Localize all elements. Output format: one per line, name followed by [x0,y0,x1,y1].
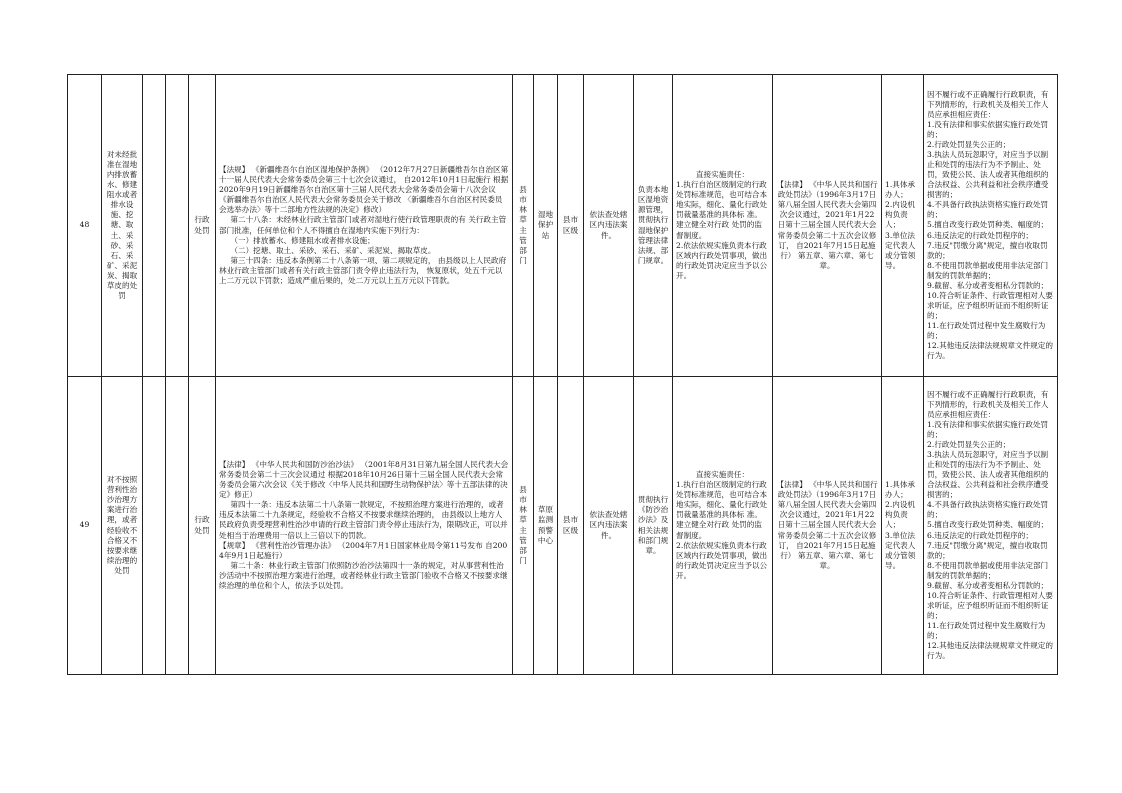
implementation-duty [673,75,773,377]
scope-text: 依法查处辖区内违法案件。 [584,377,634,675]
legal-basis-paragraph: 第三十四条：违反本条例第二十八条第一项、第二项规定的， 由县级以上人民政府林业行政主管部门或者有关行政主管部门责令停止违法行为， 恢复原状，处五千元以上二万元以下罚款；造成严重后果的，处二万元以上五万元以下罚款。 [219,255,507,285]
accountability-item: 4.不具备行政执法资格实施行政处罚的； [927,200,1049,220]
row-index: 48 [68,75,102,377]
implementation-paragraph: 直接实施责任： [695,170,750,180]
implementation-duty [673,377,773,675]
accountability-item: 7.违反"罚缴分离"规定，擅自收取罚款的； [927,540,1048,560]
legal-basis [216,377,513,675]
accountability-item: 1.没有法律和事实依据实施行政处罚的； [927,120,1049,140]
accountability-item: 4.不具备行政执法资格实施行政处罚的； [927,500,1049,520]
accountability-item: 8.不使用罚款单据或使用非法定部门制发的罚款单据的； [927,560,1049,580]
accountability-item: 9.截留、私分或者变相私分罚款的； [927,280,1049,290]
responsible-persons [882,377,924,675]
accountability-item: 9.截留、私分或者变相私分罚款的； [927,580,1049,590]
implementing-subject: 县市林草主管部门 [513,75,534,377]
legal-basis-paragraph: 【法规】 《新疆维吾尔自治区湿地保护条例》 （2012年7月27日新疆维吾尔自治区第十一届人民代表大会常务委员会第三十七次会议通过， 自2012年10月1日起施行 根据2020年9月19日新疆维吾尔自治区第十三届人民代表大会常务委员会第十八次会议《新疆维吾尔自治区人民代表大会常务委员会关于修改 〈新疆维吾尔自治区村民委员会选举办法〉等十二部地方性法规的决定》修改） [219,165,509,215]
accountability-item: 6.违反法定的行政处罚程序的； [927,530,1033,540]
legal-basis-paragraph: 第二十条：林业行政主管部门依照防沙治沙法第四十一条的规定，对从事营利性治沙活动中不按照治理方案进行治理，或者经林业行政主管部门验收不合格又不按要求继续治理的单位和个人，依法予以处罚。 [219,560,508,590]
table-row [68,377,1058,675]
accountability-item: 7.违反"罚缴分离"规定，擅自收取罚款的； [927,240,1048,260]
item-category: 行政处罚 [189,75,216,377]
accountability-item: 11.在行政处罚过程中发生腐败行为的； [927,320,1046,340]
row-index: 49 [68,377,102,675]
accountability-basis: 【法律】 《中华人民共和国行政处罚法》（1996年3月17日第八届全国人民代表大会第四次会议通过，2021年1月22日第十三届全国人民代表大会常务委员会第二十五次会议修订， 自2021年7月15日起施行） 第五章、第六章、第七章。 [773,75,882,377]
power-list-table [67,74,1058,675]
accountability-item: 12.其他违反法律法规规章文件规定的行为。 [927,340,1053,360]
legal-basis-paragraph: 【规章】 《营利性治沙管理办法》 （2004年7月1日国家林业局令第11号发布 自2004年9月1日起施行） [219,540,508,560]
implementation-paragraph: 1.执行自治区级制定的行政处罚标准规范，也可结合本地实际，细化、量化行政处 罚裁量基准的具体标 准。建立健全对行政 处罚的监督制度。 [676,480,768,540]
accountability-item: 12.其他违反法律法规规章文件规定的行为。 [927,640,1053,660]
implementing-unit: 湿地保护站 [534,75,558,377]
accountability-item: 3.执法人员玩忽职守，对应当予以制止和处罚的违法行为不予制止、处罚，致使公民、法人或者其他组织的合法权益、公共利益和社会秩序遭受损害的； [927,150,1049,200]
accountability-item: 6.违反法定的行政处罚程序的； [927,230,1033,240]
legal-basis-paragraph: （二）挖塘、取土、采砂、采石、采矿、采泥炭、揭取草皮。 [230,245,436,255]
implementation-paragraph: 直接实施责任： [695,470,750,480]
table-row [68,75,1058,377]
accountability-item: 11.在行政处罚过程中发生腐败行为的； [927,620,1046,640]
accountability-item: 5.擅自改变行政处罚种类、幅度的； [927,220,1049,230]
legal-basis-paragraph: （一）排放蓄水、修建阻水或者排水设施； [230,235,375,245]
item-name: 对未经批准在湿地内排放蓄水、修建阻水或者排水设施、挖塘、取土、采砂、采石、采矿、采泥炭、揭取草皮的处罚 [102,75,143,377]
legal-basis-paragraph: 第二十八条：未经林业行政主管部门或者对湿地行使行政管理职责的有 关行政主管部门批准，任何单位和个人不得擅自在湿地内实施下列行为： [219,215,507,235]
duty-text: 贯彻执行《防沙治沙法》及相关法规和部门规章。 [634,377,673,675]
accountability-item: 10.符合听证条件、行政管理相对人要求听证，应予组织听证而不组织听证的； [927,590,1053,620]
accountability-item: 5.擅自改变行政处罚种类、幅度的； [927,520,1049,530]
legal-basis [216,75,513,377]
accountability-item: 8.不使用罚款单据或使用非法定部门制发的罚款单据的； [927,260,1049,280]
responsible-item: 1.具体承办人； [885,180,916,200]
item-category: 行政处罚 [189,377,216,675]
accountability-item: 2.行政处罚显失公正的； [927,140,1011,150]
accountability-item: 3.执法人员玩忽职守，对应当予以制止和处罚的违法行为不予制止、处罚，致使公民、法人或者其他组织的合法权益、公共利益和社会秩序遭受损害的； [927,450,1049,500]
scope-text: 依法查处辖区内违法案件。 [584,75,634,377]
accountability-item: 因不履行或不正确履行行政职责，有下列情形的，行政机关及相关工作人员应承担相应责任： [927,90,1049,120]
responsible-item: 1.具体承办人； [885,480,916,500]
responsible-item: 2.内设机构负责人； [885,500,916,530]
responsible-item: 3.单位法定代表人或分管领导。 [885,530,916,570]
legal-basis-paragraph: 第四十一条：违反本法第二十八条第一款规定，不按照治理方案进行治理的，或者违反本法第二十九条规定，经验收不合格又不按要求继续治理的， 由县级以上地方人民政府负责受理营利性治沙申请的行政主管部门责令停止违法行为，限期改正，可以并处相当于治理费用一倍以上三倍以下的罚款。 [219,500,508,540]
implementation-paragraph: 2.依法依规实施负责本行政区域内行政处罚事项，做出的行政处罚决定应当予以公开。 [676,540,768,580]
item-name: 对不按照营利性治沙治理方案进行治理，或者经验收不合格又不按要求继续治理的处罚 [102,377,143,675]
accountability-situations [924,75,1058,377]
accountability-item: 2.行政处罚显失公正的； [927,440,1011,450]
duty-text: 负责本地区湿地资源管理，贯彻执行湿地保护管理法律法规、部门规章。 [634,75,673,377]
responsible-item: 2.内设机构负责人； [885,200,916,230]
blank-cell [166,75,189,377]
implementation-paragraph: 2.依法依规实施负责本行政区域内行政处罚事项，做出的行政处罚决定应当予以公开。 [676,240,768,280]
accountability-situations [924,377,1058,675]
implementing-unit: 草原监测预警中心 [534,377,558,675]
blank-cell [143,377,166,675]
blank-cell [166,377,189,675]
blank-cell [143,75,166,377]
implementing-subject: 县市林草主管部门 [513,377,534,675]
legal-basis-paragraph: 【法律】 《中华人民共和国防沙治沙法》 （2001年8月31日第九届全国人民代表大会常务委员会第二十三次会议通过 根据2018年10月26日第十三届全国人民代表大会常务委员会第六次会议《关于修改〈中华人民共和国野生动物保护法〉等十五部法律的决定》修正） [219,460,509,500]
accountability-item: 1.没有法律和事实依据实施行政处罚的； [927,420,1049,440]
responsible-item: 3.单位法定代表人或分管领导。 [885,230,916,270]
implementing-level: 县市区级 [558,75,584,377]
accountability-item: 10.符合听证条件、行政管理相对人要求听证，应予组织听证而不组织听证的； [927,290,1053,320]
responsible-persons [882,75,924,377]
implementing-level: 县市区级 [558,377,584,675]
accountability-basis: 【法律】 《中华人民共和国行政处罚法》（1996年3月17日第八届全国人民代表大会第四次会议通过，2021年1月22日第十三届全国人民代表大会常务委员会第二十五次会议修订， 自2021年7月15日起施行） 第五章、第六章、第七章。 [773,377,882,675]
implementation-paragraph: 1.执行自治区级制定的行政处罚标准规范，也可结合本地实际，细化、量化行政处 罚裁量基准的具体标 准。建立健全对行政 处罚的监督制度。 [676,180,768,240]
accountability-item: 因不履行或不正确履行行政职责，有下列情形的，行政机关及相关工作人员应承担相应责任： [927,390,1049,420]
